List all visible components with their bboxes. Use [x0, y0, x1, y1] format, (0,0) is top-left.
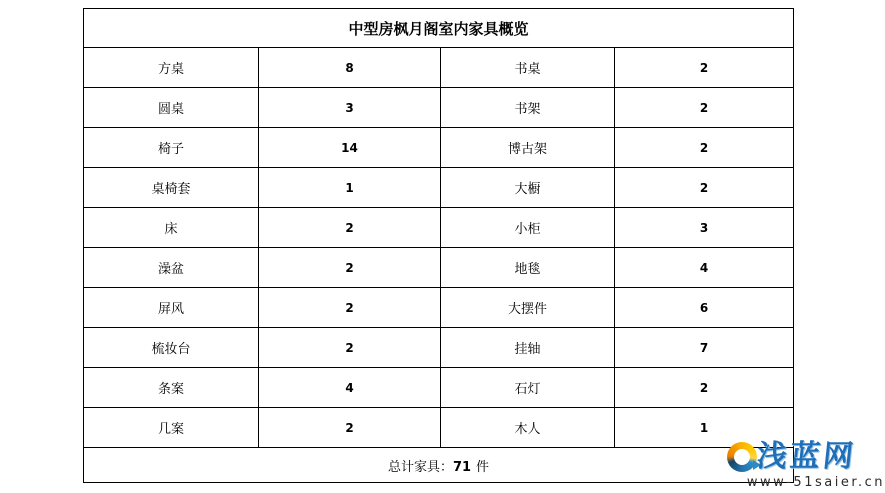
qianlan-ring-icon [727, 442, 757, 472]
item-count: 2 [615, 368, 794, 408]
item-name: 方桌 [84, 48, 259, 88]
item-count: 8 [259, 48, 441, 88]
item-name: 梳妆台 [84, 328, 259, 368]
item-name: 石灯 [441, 368, 615, 408]
item-count: 14 [259, 128, 441, 168]
item-count: 2 [259, 288, 441, 328]
table-total-cell [84, 448, 794, 483]
item-count: 3 [259, 88, 441, 128]
item-name: 桌椅套 [84, 168, 259, 208]
item-name: 地毯 [441, 248, 615, 288]
item-name: 挂轴 [441, 328, 615, 368]
item-count: 2 [615, 128, 794, 168]
watermark-brand: 浅蓝网 [755, 439, 858, 474]
item-name: 圆桌 [84, 88, 259, 128]
item-count: 2 [259, 328, 441, 368]
item-name: 大摆件 [441, 288, 615, 328]
item-name: 书架 [441, 88, 615, 128]
item-count: 3 [615, 208, 794, 248]
item-count: 2 [259, 248, 441, 288]
table-row [84, 128, 794, 168]
item-name: 木人 [441, 408, 615, 448]
table-row [84, 208, 794, 248]
table-title-row [84, 9, 794, 48]
item-count: 4 [615, 248, 794, 288]
item-name: 床 [84, 208, 259, 248]
item-count: 2 [259, 408, 441, 448]
table-row [84, 368, 794, 408]
table-row [84, 408, 794, 448]
item-name: 几案 [84, 408, 259, 448]
table-row [84, 88, 794, 128]
item-name: 澡盆 [84, 248, 259, 288]
item-name: 椅子 [84, 128, 259, 168]
item-name: 博古架 [441, 128, 615, 168]
watermark-logo-row [727, 440, 885, 474]
table-row [84, 168, 794, 208]
item-count: 2 [259, 208, 441, 248]
furniture-table [83, 8, 794, 483]
table-total-row [84, 448, 794, 483]
item-name: 条案 [84, 368, 259, 408]
total-value: 71 [452, 459, 472, 475]
total-unit: 件 [476, 459, 490, 475]
item-count: 1 [615, 408, 794, 448]
item-count: 1 [259, 168, 441, 208]
table-body [84, 48, 794, 448]
total-label: 总计家具： [387, 459, 453, 475]
item-count: 2 [615, 88, 794, 128]
item-count: 4 [259, 368, 441, 408]
table-row [84, 288, 794, 328]
watermark-url: www-51saier.cn [746, 475, 885, 490]
item-count: 2 [615, 168, 794, 208]
item-count: 6 [615, 288, 794, 328]
item-name: 小柜 [441, 208, 615, 248]
table-row [84, 328, 794, 368]
item-name: 书桌 [441, 48, 615, 88]
item-name: 大橱 [441, 168, 615, 208]
table-row [84, 248, 794, 288]
table-row [84, 48, 794, 88]
item-name: 屏风 [84, 288, 259, 328]
watermark-logo [727, 440, 885, 490]
table-title: 中型房枫月阁室内家具概览 [84, 9, 794, 48]
item-count: 7 [615, 328, 794, 368]
item-count: 2 [615, 48, 794, 88]
